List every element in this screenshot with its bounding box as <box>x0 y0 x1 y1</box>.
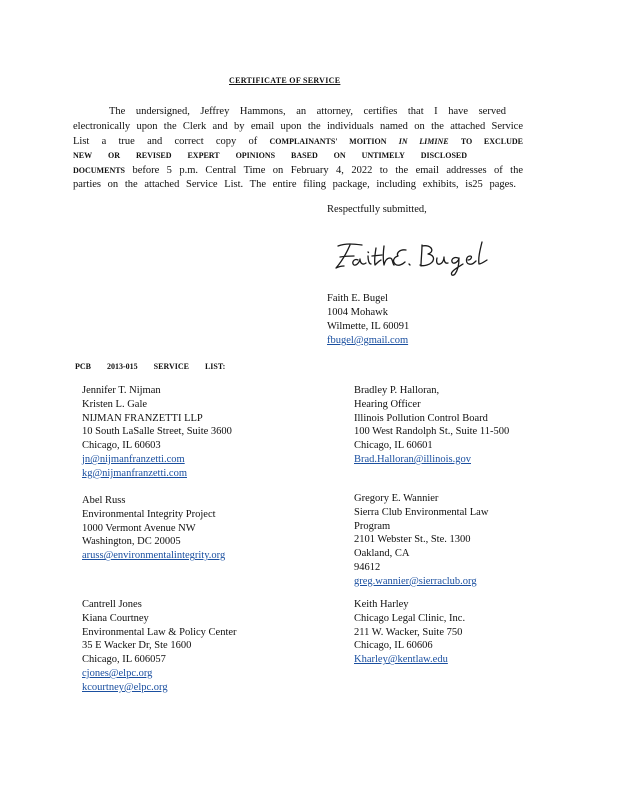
line4-word: NEW <box>73 151 93 160</box>
contact-line: Chicago, IL 60601 <box>354 440 433 452</box>
contact-line: Washington, DC 20005 <box>82 536 181 548</box>
email-link[interactable]: Brad.Halloran@illinois.gov <box>354 453 471 465</box>
line3-tail: TO EXCLUDE <box>460 137 524 146</box>
line4-word: ON <box>333 151 346 160</box>
contact-line: Kristen L. Gale <box>82 398 148 410</box>
contact-line: Kiana Courtney <box>82 612 149 624</box>
signer-city: Wilmette, IL 60091 <box>327 321 410 332</box>
signer-email-link[interactable]: fbugel@gmail.com <box>327 335 409 346</box>
contact-line: Gregory E. Wannier <box>354 493 439 504</box>
signer-block <box>327 292 409 348</box>
contact-line: 1000 Vermont Avenue NW <box>82 522 196 534</box>
contact-line: NIJMAN FRANZETTI LLP <box>82 412 203 424</box>
email-link[interactable]: Kharley@kentlaw.edu <box>354 654 448 666</box>
contact-line: Environmental Integrity Project <box>82 508 216 520</box>
contact-harley <box>354 598 465 667</box>
email-link[interactable]: kg@nijmanfranzetti.com <box>82 467 188 479</box>
line5-bold: DOCUMENTS <box>73 166 126 175</box>
contact-line: 211 W. Wacker, Suite 750 <box>354 626 463 638</box>
line4-word: BASED <box>291 151 318 160</box>
contact-line: 2101 Webster St., Ste. 1300 <box>354 534 471 546</box>
body-line-2: electronically upon the Clerk and by email upon the individuals named on the attached Service <box>73 121 523 132</box>
body-line-6: parties on the attached Service List. The entire filing package, including exhibits, is25 pages. <box>73 179 516 190</box>
body-line-3 <box>73 136 523 147</box>
contact-russ <box>82 494 225 563</box>
email-link[interactable]: cjones@elpc.org <box>82 667 153 679</box>
line4-word: OPINIONS <box>235 151 276 160</box>
email-link[interactable]: aruss@environmentalintegrity.org <box>82 550 226 562</box>
signer-street: 1004 Mohawk <box>327 307 388 318</box>
contact-line: Sierra Club Environmental Law <box>354 506 489 518</box>
contact-wannier <box>354 492 488 589</box>
document-title: CERTIFICATE OF SERVICE <box>229 76 341 85</box>
contact-line: 10 South LaSalle Street, Suite 3600 <box>82 426 232 438</box>
line5-rest: before 5 p.m. Central Time on February 4, 2022 to the email addresses of the <box>132 165 523 176</box>
body-line-4 <box>73 151 523 160</box>
closing-text: Respectfully submitted, <box>327 204 427 215</box>
line4-word: UNTIMELY <box>361 151 405 160</box>
contact-line: Oakland, CA <box>354 548 410 560</box>
contact-line: Hearing Officer <box>354 398 421 410</box>
contact-line: 35 E Wacker Dr, Ste 1600 <box>82 640 192 652</box>
body-line-1: The undersigned, Jeffrey Hammons, an attorney, certifies that I have served <box>109 106 506 117</box>
contact-line: Environmental Law & Policy Center <box>82 626 237 638</box>
contact-line: Chicago, IL 60606 <box>354 640 433 652</box>
line4-word: DISCLOSED <box>420 151 468 160</box>
line3-bold: COMPLAINANTS' MOITION <box>269 137 387 146</box>
email-link[interactable]: kcourtney@elpc.org <box>82 681 168 693</box>
contact-jones <box>82 598 237 695</box>
contact-line: Jennifer T. Nijman <box>82 385 161 396</box>
line3-lead: List a true and correct copy of <box>73 136 258 147</box>
line3-italic: IN LIMINE <box>398 137 449 146</box>
line4-word: EXPERT <box>187 151 220 160</box>
contact-line: Chicago Legal Clinic, Inc. <box>354 612 466 624</box>
signer-name: Faith E. Bugel <box>327 293 388 304</box>
contact-line: 94612 <box>354 561 381 573</box>
service-list-heading: PCB 2013-015 SERVICE LIST: <box>75 362 226 371</box>
contact-line: Bradley P. Halloran, <box>354 385 440 396</box>
contact-line: Illinois Pollution Control Board <box>354 412 488 424</box>
email-link[interactable]: greg.wannier@sierraclub.org <box>354 575 477 587</box>
contact-line: Abel Russ <box>82 495 126 506</box>
contact-halloran <box>354 384 509 467</box>
contact-line: Chicago, IL 60603 <box>82 440 161 452</box>
contact-line: Keith Harley <box>354 599 409 610</box>
line4-word: OR <box>108 151 121 160</box>
handwritten-signature <box>332 236 492 283</box>
contact-line: Cantrell Jones <box>82 599 142 610</box>
body-line-5 <box>73 165 523 176</box>
email-link[interactable]: jn@nijmanfranzetti.com <box>82 453 185 465</box>
contact-line: 100 West Randolph St., Suite 11-500 <box>354 426 510 438</box>
line4-spacer <box>483 151 523 160</box>
contact-line: Program <box>354 520 391 532</box>
contact-nijman <box>82 384 232 481</box>
contact-line: Chicago, IL 606057 <box>82 654 166 666</box>
line4-word: REVISED <box>135 151 172 160</box>
